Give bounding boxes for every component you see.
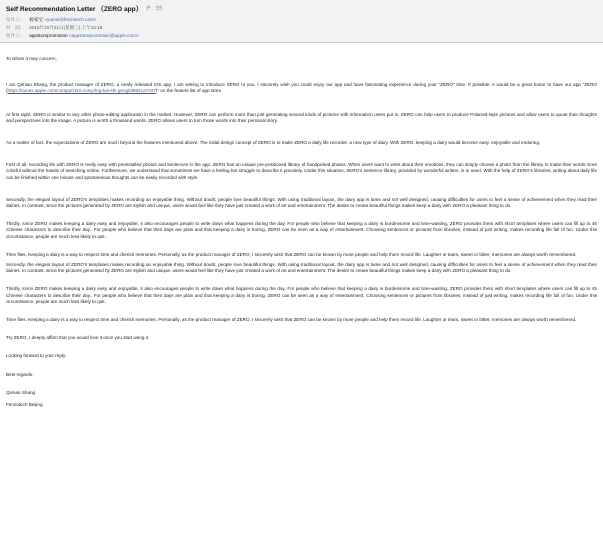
paragraph-thirdly-repeat: Thirdly, since ZERO makes keeping a dairy easy and enjoyable, it also encourages people to write down what happens during the day. For people who believe that keeping a dairy is burdensome and time-wasting, ZERO provides them with short templates where users can fill up to 45 Chinese characters to describe their day.. For people who believe that their days are plain and that keeping a dairy is boring, ZERO can be seen as a way of entertainment. Choosing sentences or pictures from libraries, instead of just writing, makes recording life full of fun. Under this circumstance, people are much less likely to quit. xyxy=(6,286,597,304)
time-value: 2015年10月21日(星期三) 上午12:19 xyxy=(29,25,103,30)
recipient-row xyxy=(6,33,138,39)
paragraph-secondly-repeat: Secondly, the elegant layout of ZERO’s templates makes recording an enjoyable thing. Without doubt, people love beautiful things. With using traditional layout, the dairy app is lame and not well designed, causing difficulties for users to feel a sense of achievement when they read their dairies. In contrast, since the pictures generated by ZERO are stylish and unique, users would feel like they have just created a work of art and entertainment. The desire to create beautiful things makes keep a dairy with ZERO a pleasant thing to do. xyxy=(6,262,597,274)
intro-text-start: I am Qimiao Shang, the product manager of ZERO, a newly released iOS app. I am writing to introduce ZERO to you. I sincerely wish you could enjoy our app and have fascinating experience during your "ZERO" time. If possible, it would be a great honor to have our app "ZERO ( xyxy=(6,82,597,94)
paragraph-try-zero: Try ZERO, I deeply affirm that you would love it once you start using it. xyxy=(6,335,150,341)
paragraph-time-flies: Time flies. Keeping a dairy is a way to respect time and cherish memories. Personally, as the product manager of ZERO, I sincerely wish that ZERO can be known by more people and help them record life. Laughter or tears, sweet or bitter, memories are always worth remembered. xyxy=(6,251,577,257)
recipient-name[interactable]: appstorepromotion xyxy=(29,33,68,38)
sender-label: 发件人： xyxy=(6,17,25,22)
paragraph-first-of-all: First of all, recording life with ZERO is really easy with preinstalled photos and sentences in the app. ZERO has an unique pre-positioned library of handpicked photos. When users want to write about their emotions, they can simply choose a photo from the library to make their words more colorful without the hassle of searching online. Furthermore, we understand that sometimes we have a feeling but struggle to describe it precisely. Under this situation, ZERO’s sentence library, provided by wonderful writers, is in need. With the help of ZERO’s libraries, writing about daily life can be finished within one minute and spontaneous thoughts can be easily recorded with style. xyxy=(6,162,597,180)
flag-icon[interactable] xyxy=(146,5,152,11)
email-subject: Self Recommendation Letter （ZERO app） xyxy=(6,6,143,13)
intro-text-end: )" on the feature list of app store. xyxy=(155,88,223,94)
time-label: 时 间： xyxy=(6,25,25,30)
paragraph-first-sight: At first sight, ZERO is similar to any other photo-editing application in the market. However, ZERO can perform more than just generating several kinds of pictures with information users put in. ZERO can help users to produce Polaroid-style pictures and allow users to quote their thoughts and perspectives into the image. A picture is worth a thousand words. ZERO allows users to turn those words into their personal story. xyxy=(6,111,597,123)
paragraph-best-regards: Best regards. xyxy=(6,371,34,377)
recipient-label: 收件人： xyxy=(6,33,25,38)
subject-row xyxy=(6,3,162,13)
app-store-link[interactable]: https://itunes.apple.com/cn/app/zero-cong-ling-kai-shi-geng/id982127037 xyxy=(7,88,156,94)
paragraph-thirdly: Thirdly, since ZERO makes keeping a dairy easy and enjoyable, it also encourages people to write down what happens during the day. For people who believe that keeping a dairy is burdensome and time-wasting, ZERO provides them with short templates where users can fill up to 45 Chinese characters to describe their day.. For people who believe that their days are plain and that keeping a dairy is boring, ZERO can be seen as a way of entertainment. Choosing sentences or pictures from libraries, instead of just writing, makes recording life full of fun. Under this circumstance, people are much less likely to quit. xyxy=(6,221,597,239)
paragraph-looking-forward: Looking forward to your reply. xyxy=(6,353,67,359)
sender-name[interactable]: 杨家宝 xyxy=(29,17,44,22)
sender-address[interactable]: <yumei@fenzotech.com> xyxy=(44,17,97,22)
email-body xyxy=(6,44,597,408)
paragraph-expectations: As a matter of fact, the expectations of ZERO are much beyond the features mentioned above. The initial design concept of ZERO is to make ZERO a daily life recorder, a new type of dairy. With ZERO, keeping a dairy would become easy, enjoyable and enduring. xyxy=(6,140,541,146)
signature-company: Fenzotech Beijing xyxy=(6,402,43,408)
greeting: To whom it may concern, xyxy=(6,56,57,61)
recipient-address[interactable]: <appstorepromotion@apple.com> xyxy=(68,33,139,38)
paragraph-secondly: Secondly, the elegant layout of ZERO’s templates makes recording an enjoyable thing. Without doubt, people love beautiful things. With using traditional layout, the dairy app is lame and not well designed, causing difficulties for users to feel a sense of achievement when they read their dairies. In contrast, since the pictures generated by ZERO are stylish and unique, users would feel like they have just created a work of art and entertainment. The desire to create beautiful things makes keep a dairy with ZERO a pleasant thing to do. xyxy=(6,196,597,209)
sender-row xyxy=(6,17,97,23)
email-header xyxy=(0,0,603,43)
paragraph-time-flies-repeat: Time flies. Keeping a dairy is a way to respect time and cherish memories. Personally, as the product manager of ZERO, I sincerely wish that ZERO can be known by more people and help them record life. Laughter or tears, sweet or bitter, memories are always worth remembered. xyxy=(6,317,577,323)
signature-name: Qimiao Shang xyxy=(6,389,36,395)
time-row xyxy=(6,25,102,31)
envelope-icon[interactable] xyxy=(156,5,162,11)
paragraph-intro xyxy=(6,82,597,94)
